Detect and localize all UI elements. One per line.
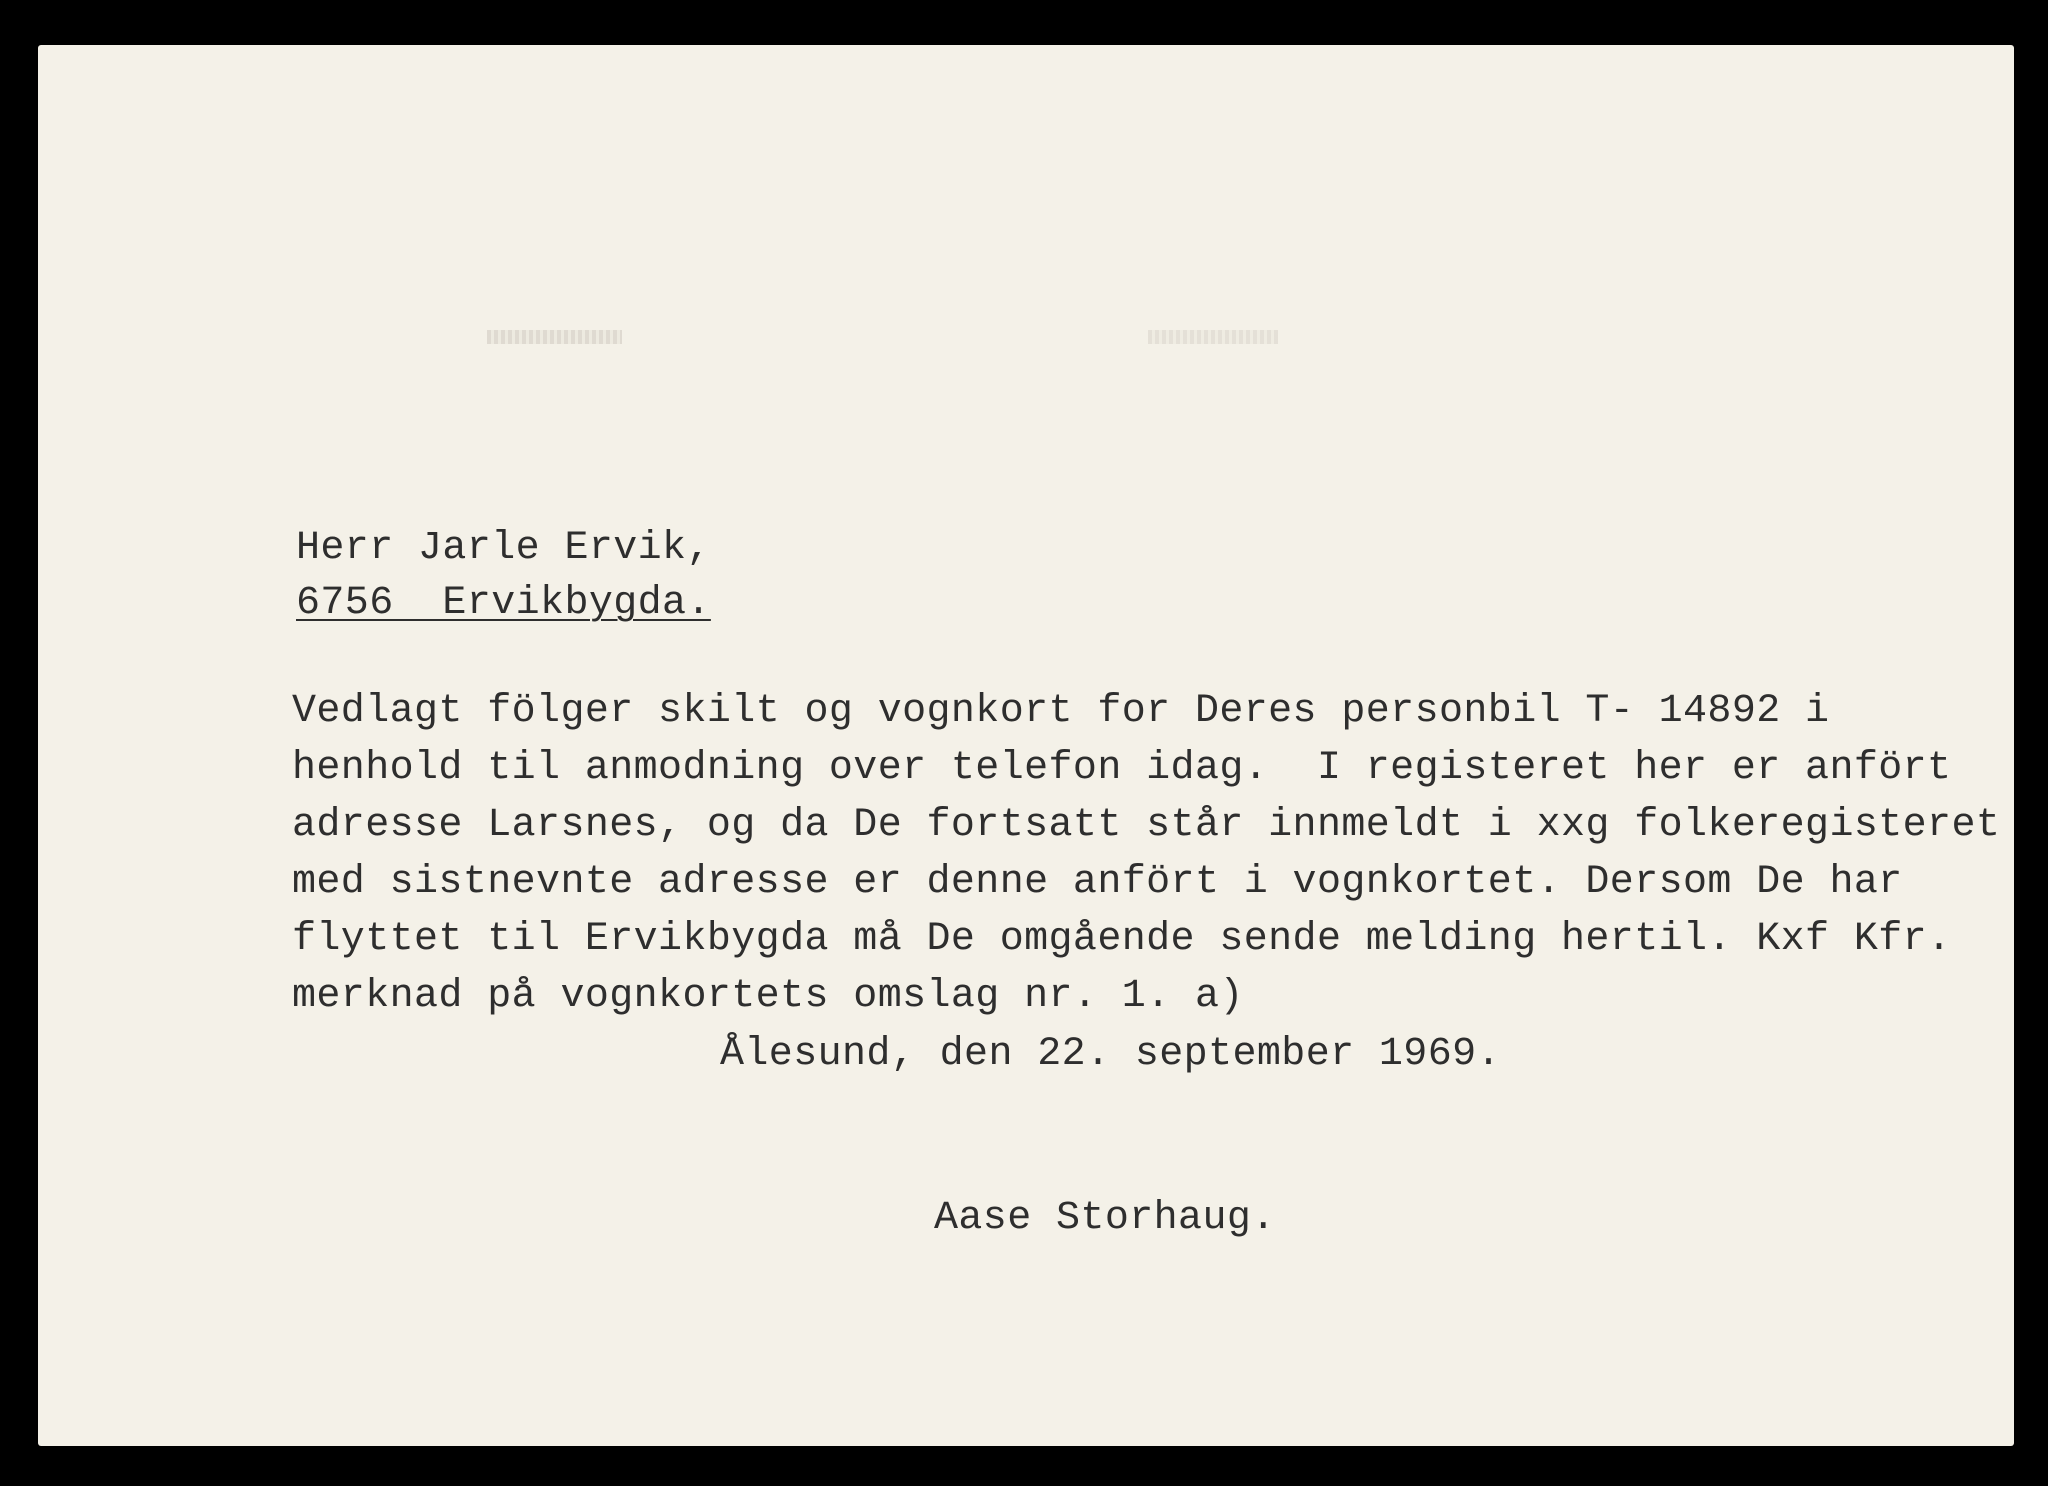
smudge-mark (1148, 330, 1278, 344)
recipient-postal-address: 6756 Ervikbygda. (296, 581, 711, 626)
signature: Aase Storhaug. (934, 1196, 1276, 1241)
recipient-name: Herr Jarle Ervik, (296, 526, 711, 571)
body-line: Vedlagt fölger skilt og vognkort for Deres personbil T- 14892 i (292, 689, 1830, 734)
body-line: merknad på vognkortets omslag nr. 1. a) (292, 974, 1244, 1019)
body-line: henhold til anmodning over telefon idag. I registeret her er anfört (292, 746, 1952, 791)
body-line: adresse Larsnes, og da De fortsatt står innmeldt i xxg folkeregisteret (292, 803, 2001, 848)
body-line: flyttet til Ervikbygda må De omgående sende melding hertil. Kxf Kfr. (292, 917, 1952, 962)
letter-page (38, 45, 2014, 1446)
date-line: Ålesund, den 22. september 1969. (720, 1032, 1501, 1077)
body-line: med sistnevnte adresse er denne anfört i vognkortet. Dersom De har (292, 860, 1903, 905)
smudge-mark (487, 330, 622, 344)
